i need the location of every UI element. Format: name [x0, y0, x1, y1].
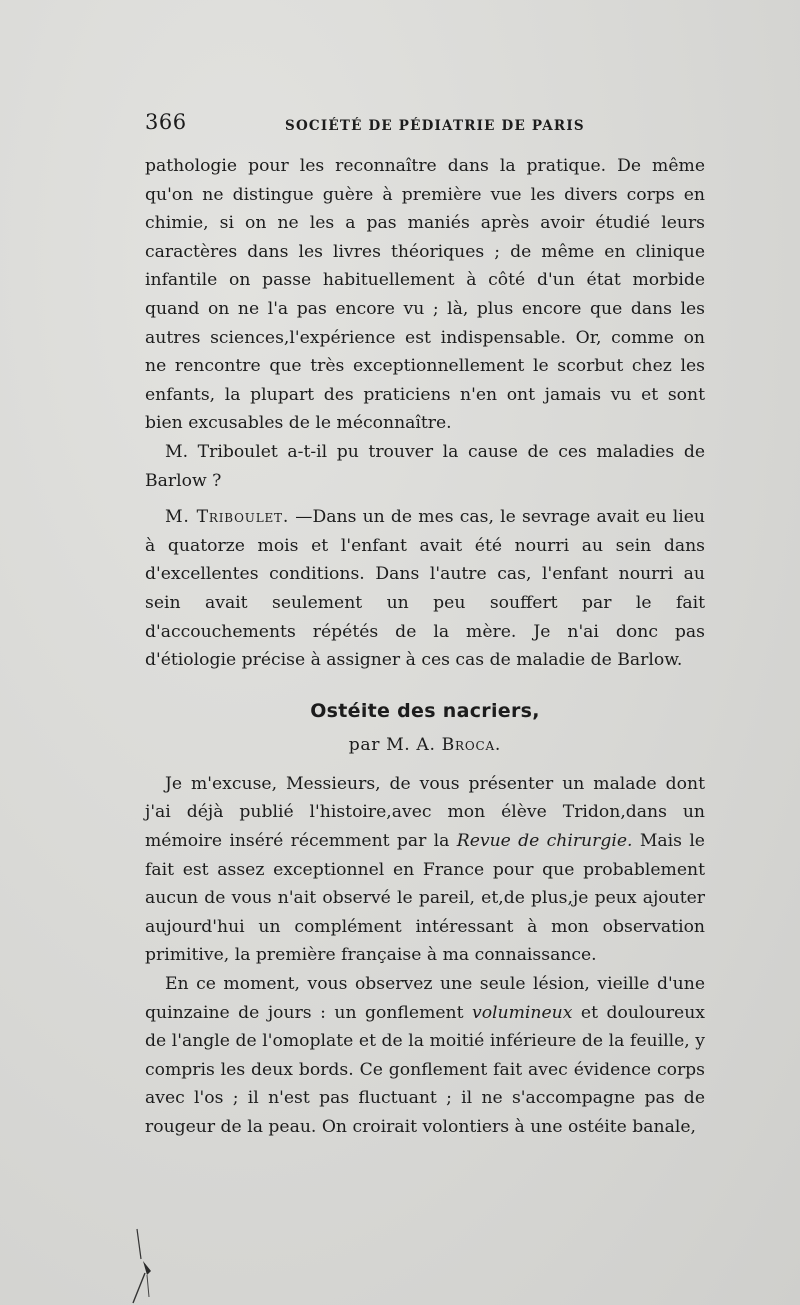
paragraph-lesion: [145, 970, 705, 1142]
paragraph-excuse-part1: Je m'excuse, Messieurs, de vous présenter un malade dont j'ai déjà publié l'histoire,avec mon élève Tridon,dans un mémoire inséré récemment par la: [145, 773, 705, 852]
pencil-mark-icon: [125, 1225, 165, 1305]
page-number: 366: [145, 110, 187, 134]
emphasis-volumineux: volumineux: [472, 1002, 573, 1023]
running-title: SOCIÉTÉ DE PÉDIATRIE DE PARIS: [285, 118, 585, 134]
paragraph-lesion-part2: et douloureux de l'angle de l'omoplate et de la moitié inférieure de la feuille, y compris les deux bords. Ce gonflement fait avec évidence corps avec l'os ; il n'est pas fluctuant ; il ne s'accompagne pas de rougeur de la peau. On croirait volontiers à une ostéite banale,: [145, 1002, 705, 1137]
byline-author: Broca.: [441, 735, 502, 756]
byline-prefix: par M. A.: [348, 735, 442, 756]
paragraph-excuse-part2: Mais le fait est assez exceptionnel en France pour que probablement aucun de vous n'ait observé le pareil, et,de plus,je peux ajouter aujourd'hui un complément intéressant à mon observation primitive, la première française à ma connaissance.: [145, 831, 705, 966]
paragraph-triboulet-reply: [145, 503, 705, 675]
section-title: Ostéite des nacriers,: [310, 699, 540, 722]
body-text: [145, 152, 705, 1142]
paragraph-excuse: [145, 770, 705, 970]
journal-title: Revue de chirurgie.: [456, 831, 633, 852]
page-header: [145, 110, 705, 140]
paragraph-question-triboulet: M. Triboulet a-t-il pu trouver la cause de ces maladies de Barlow ?: [145, 441, 705, 491]
byline: [145, 725, 705, 770]
speaker-name: M. Triboulet.: [165, 507, 290, 528]
reply-text: —Dans un de mes cas, le sevrage avait eu lieu à quatorze mois et l'enfant avait été nourri au sein dans d'excellentes conditions. Dans l'autre cas, l'enfant nourri au sein avait seulement un peu souffert par le fait d'accouchements répétés de la mère. Je n'ai donc pas d'étiologie précise à assigner à ces cas de maladie de Barlow.: [145, 507, 705, 671]
paragraph-lesion-part1: En ce moment, vous observez une seule lésion, vieille d'une quinzaine de jours : un gonflement: [145, 974, 705, 1023]
paragraph-pathologie: pathologie pour les reconnaître dans la pratique. De même qu'on ne distingue guère à première vue les divers corps en chimie, si on ne les a pas maniés après avoir étudié leurs caractères dans les livres théoriques ; de même en clinique infantile on passe habituellement à côté d'un état morbide quand on ne l'a pas encore vu ; là, plus encore que dans les autres sciences,l'expérience est indispensable. Or, comme on ne rencontre que très exceptionnellement le scorbut chez les enfants, la plupart des praticiens n'en ont jamais vu et sont bien excusables de le méconnaître.: [145, 156, 705, 434]
